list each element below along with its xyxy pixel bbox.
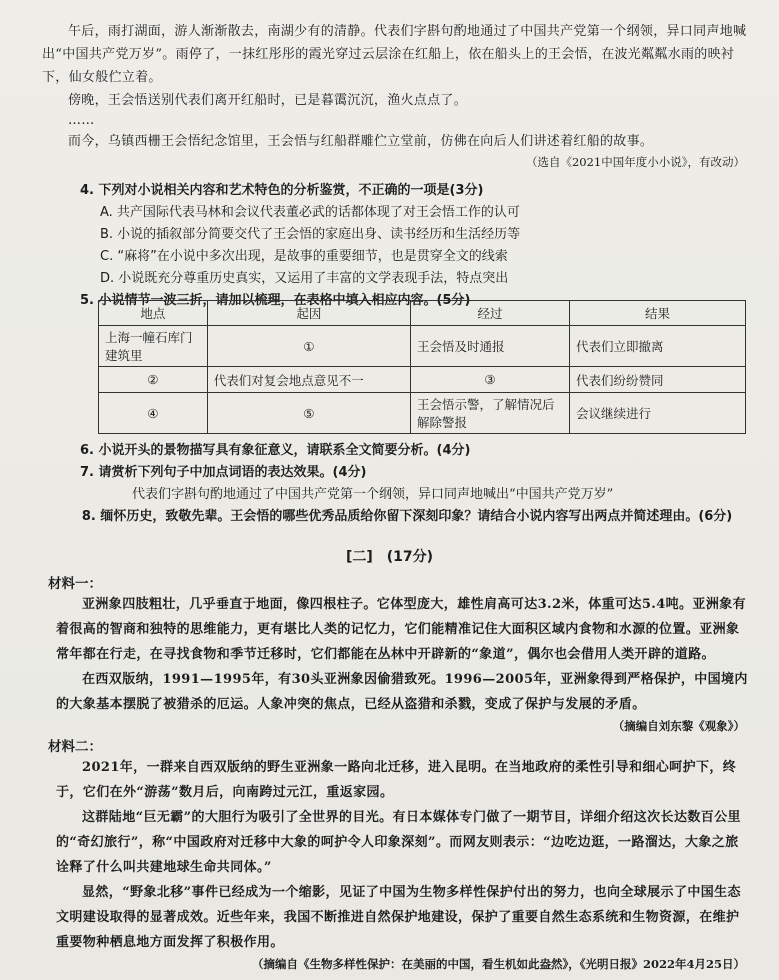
material-2-paragraph-1: 2021年，一群来自西双版纳的野生亚洲象一路向北迁移，进入昆明。在当地政府的柔性引导和细心呵护下，终于，它们在外“游荡”数月后，向南跨过元江，重返家园。 — [56, 760, 737, 800]
story-excerpt — [0, 20, 779, 171]
story-paragraph-1: 午后，雨打湖面，游人渐渐散去，南湖少有的清静。代表们字斟句酌地通过了中国共产党第一个纲领，异口同声地喊出“中国共产党万岁”。雨停了，一抹红彤彤的霞光穿过云层涂在红船上，依在船头上的王会悟，在波光粼粼水雨的映衬下，仙女般伫立着。 — [42, 24, 747, 85]
material-1-paragraph-1: 亚洲象四肢粗壮，几乎垂直于地面，像四根柱子。它体型庞大，雄性肩高可达3.2米，体重可达5.4吨。亚洲象有着很高的智商和独特的思维能力，更有堪比人类的记忆力，它们能精准记住大面积区域内食物和水源的位置。亚洲象常年都在行走，在寻找食物和季节迁移时，它们都能在丛林中开辟新的“象道”，偶尔也会借用人类开辟的道路。 — [56, 597, 747, 662]
story-ellipsis: …… — [68, 113, 95, 128]
plot-table — [98, 300, 746, 434]
question-6-stem: 6. 小说开头的景物描写具有象征意义，请联系全文简要分析。(4分) — [80, 443, 471, 458]
table-cell: 代表们对复会地点意见不一 — [207, 367, 410, 393]
table-cell: 代表们纷纷赞同 — [569, 367, 745, 393]
question-5-stem: 5. 小说情节一波三折，请加以梳理，在表格中填入相应内容。(5分) — [80, 293, 471, 308]
section-2-title: [二] (17分) — [345, 549, 434, 565]
table-cell: ③ — [411, 367, 570, 393]
table-cell: 王会悟示警，了解情况后解除警报 — [411, 393, 570, 434]
table-row — [99, 393, 746, 434]
table-header-cell: 经过 — [411, 301, 570, 326]
story-paragraph-3: 而今，乌镇西栅王会悟纪念馆里，王会悟与红船群雕伫立堂前，仿佛在向后人们讲述着红船的故事。 — [68, 134, 654, 149]
question-8-stem: 8. 缅怀历史，致敬先辈。王会悟的哪些优秀品质给你留下深刻印象？请结合小说内容写出两点并简述理由。(6分) — [81, 509, 733, 524]
question-4-option-d: D. 小说既充分尊重历史真实，又运用了丰富的文学表现手法，特点突出 — [100, 271, 509, 286]
material-1-source: （摘编自刘东黎《观象》） — [612, 719, 745, 733]
table-cell: 会议继续进行 — [569, 393, 745, 434]
table-row — [99, 367, 746, 393]
table-header-cell: 结果 — [569, 301, 745, 326]
table-cell: ① — [207, 326, 410, 367]
table-cell: 王会悟及时通报 — [411, 326, 570, 367]
material-2-title: 材料二： — [48, 739, 102, 755]
table-cell: ② — [99, 367, 208, 393]
table-cell: 上海一幢石库门建筑里 — [99, 326, 208, 367]
table-cell: ④ — [99, 393, 208, 434]
table-header-row — [99, 301, 746, 326]
table-header-cell: 地点 — [99, 301, 208, 326]
material-1-title: 材料一： — [48, 576, 102, 592]
table-header-cell: 起因 — [207, 301, 410, 326]
material-1-paragraph-2: 在西双版纳，1991—1995年，有30头亚洲象因偷猎致死。1996—2005年，亚洲象得到严格保护，中国境内的大象基本摆脱了被猎杀的厄运。人象冲突的焦点，已经从盗猎和杀戮，变成了保护与发展的矛盾。 — [56, 672, 748, 712]
table-cell: ⑤ — [207, 393, 410, 434]
question-4 — [0, 180, 779, 312]
question-7-quote: 代表们字斟句酌地通过了中国共产党第一个纲领，异口同声地喊出“中国共产党万岁” — [132, 487, 614, 502]
question-4-option-a: A. 共产国际代表马林和会议代表董必武的话都体现了对王会悟工作的认可 — [100, 205, 520, 220]
table-cell: 代表们立即撤离 — [569, 326, 745, 367]
section-2 — [0, 546, 779, 973]
story-source: （选自《2021中国年度小小说》，有改动） — [525, 155, 745, 169]
questions-6-to-8 — [0, 440, 779, 528]
material-2-source: （摘编自《生物多样性保护：在美丽的中国，看生机如此盎然》，《光明日报》2022年4月25日） — [251, 957, 745, 971]
table-row — [99, 326, 746, 367]
question-4-stem: 4. 下列对小说相关内容和艺术特色的分析鉴赏，不正确的一项是(3分) — [80, 183, 484, 198]
question-4-option-b: B. 小说的插叙部分简要交代了王会悟的家庭出身、读书经历和生活经历等 — [100, 227, 521, 242]
question-7-stem: 7. 请赏析下列句子中加点词语的表达效果。(4分) — [80, 465, 367, 480]
story-paragraph-2: 傍晚，王会悟送别代表们离开红船时，已是暮霭沉沉，渔火点点了。 — [68, 93, 468, 108]
material-2-paragraph-2: 这群陆地“巨无霸”的大胆行为吸引了全世界的目光。有日本媒体专门做了一期节目，详细介绍这次长达数百公里的“奇幻旅行”，称“中国政府对迁移中大象的呵护令人印象深刻”。而网友则表示：“边吃边逛，一路溜达，大象之旅诠释了什么叫共建地球生命共同体。” — [56, 810, 741, 875]
material-2-paragraph-3: 显然，“野象北移”事件已经成为一个缩影，见证了中国为生物多样性保护付出的努力，也向全球展示了中国生态文明建设取得的显著成效。近些年来，我国不断推进自然保护地建设，保护了重要自然生态系统和生物资源，在维护重要物种栖息地方面发挥了积极作用。 — [56, 885, 741, 950]
question-4-option-c: C. “麻将”在小说中多次出现，是故事的重要细节，也是贯穿全文的线索 — [100, 249, 508, 264]
